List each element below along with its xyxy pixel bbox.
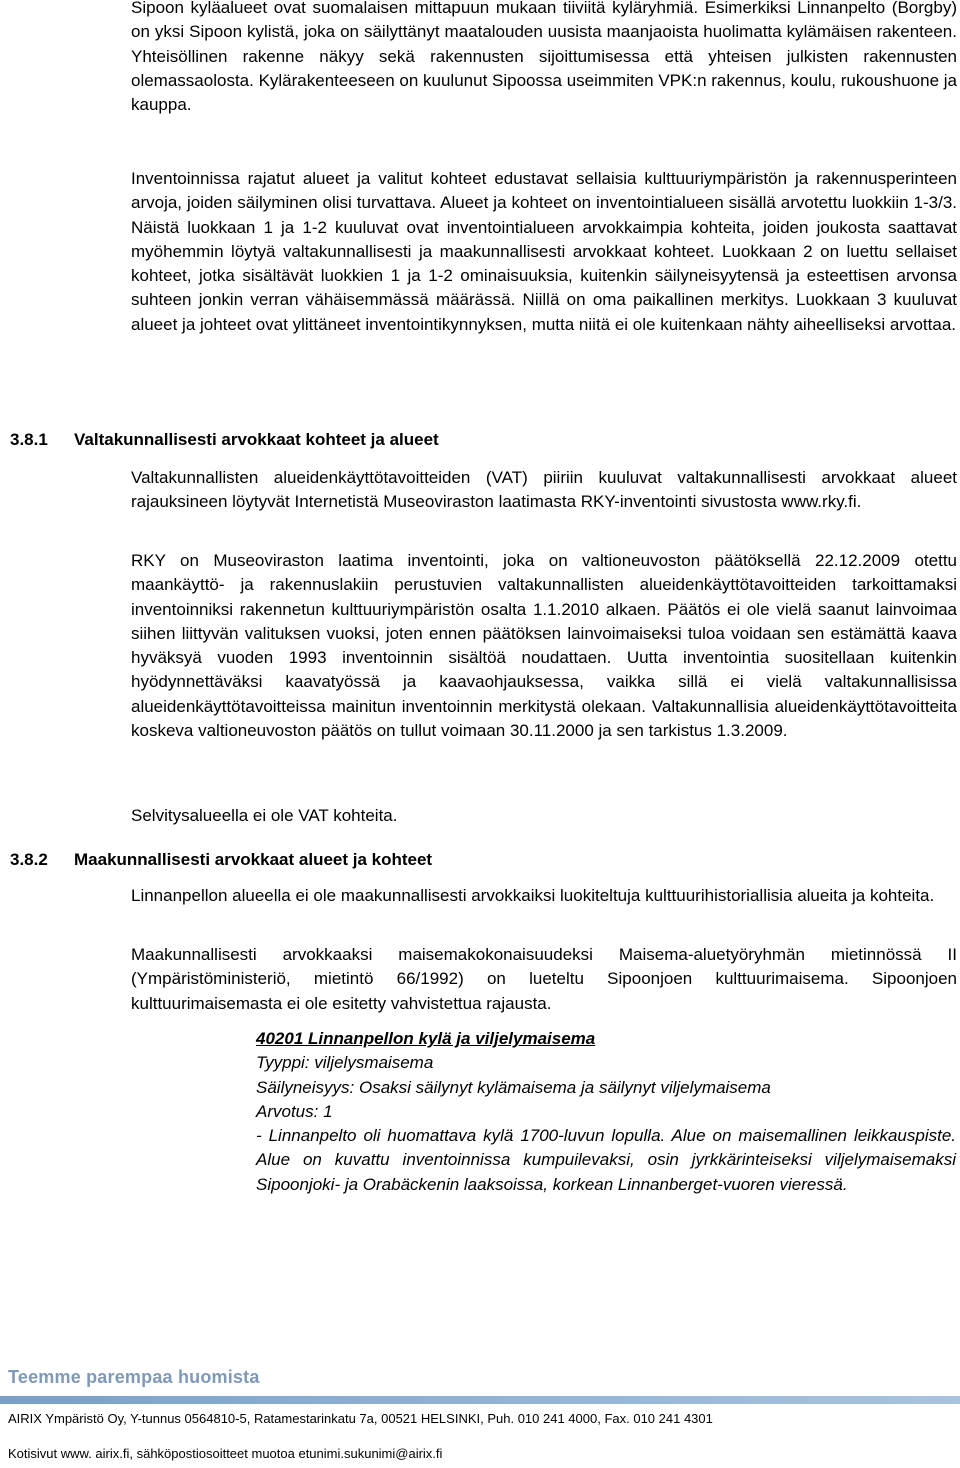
entry-description: - Linnanpelto oli huomattava kylä 1700-luvun lopulla. Alue on maisemallinen leikkauspiste. Alue on kuvattu inventoinnissa kumpuilevaksi, osin jyrkkärinteiseksi viljelymaisemaksi Sipoonjoki- ja Orabäckenin laaksoissa, korkean Linnanberget-vuoren vieressä.	[256, 1126, 956, 1194]
paragraph-rky-inventory: RKY on Museoviraston laatima inventointi, joka on valtioneuvoston päätöksellä 22.12.2009 otettu maankäyttö- ja rakennuslakiin perustuvien valtakunnallisten alueidenkäyttötavoitteiden tarkoittamaksi inventoinniksi rakennetun kulttuuriympäristön osalta 1.1.2010 alkaen. Päätös ei ole vielä saanut lainvoimaa siihen liittyvän valituksen vuoksi, joten ennen päätöksen lainvoimaiseksi tuloa voidaan sen estämättä kaava hyväksyä vuoden 1993 inventoinnin sisältöä noudattaen. Uutta inventointia suositellaan kuitenkin hyödynnettäväksi kaavatyössä ja kaavaohjauksessa, vaikka sillä ei vielä valtakunnallisissa alueidenkäyttötavoitteissa mainitun inventoinnin merkitystä olekaan. Valtakunnallisia alueidenkäyttötavoitteita koskeva valtioneuvoston päätös on tullut voimaan 30.11.2000 ja sen tarkistus 1.3.2009.	[131, 551, 957, 741]
entry-value: Arvotus: 1	[256, 1101, 333, 1121]
section-number: 3.8.1	[10, 430, 48, 449]
section-number: 3.8.2	[10, 850, 48, 869]
paragraph-vat-areas: Valtakunnallisten alueidenkäyttötavoitteiden (VAT) piiriin kuuluvat valtakunnallisesti arvokkaat alueet rajauksineen löytyvät Internetistä Museoviraston laatimasta RKY-inventointi sivustosta www.rky.fi.	[131, 468, 957, 512]
footer-divider	[0, 1396, 960, 1404]
landscape-entry	[256, 1027, 956, 1197]
paragraph-inventory-classes: Inventoinnissa rajatut alueet ja valitut kohteet edustavat sellaisia kulttuuriympäristön ja rakennusperinteen arvoja, joiden säilyminen olisi turvattava. Alueet ja kohteet on inventointialueen sisällä arvotettu luokkiin 1-3/3. Näistä luokkaan 1 ja 1-2 kuuluvat ovat inventointialueen arvokkaimpia kohteita, joiden joukosta saattavat myöhemmin löytyä valtakunnallisesti ja maakunnallisesti arvokkaat kohteet. Luokkaan 2 on luettu sellaiset kohteet, jotka sisältävät luokkien 1 ja 1-2 ominaisuuksia, kuitenkin säilyneisyytensä ja esteettisen arvonsa suhteen jonkin verran vähäisemmässä määrässä. Niillä on oma paikallinen merkitys. Luokkaan 3 kuuluvat alueet ja johteet ovat ylittäneet inventointikynnyksen, mutta niitä ei ole kuitenkaan nähty aiheelliseksi arvottaa.	[131, 169, 957, 334]
paragraph-village-structure: Sipoon kyläalueet ovat suomalaisen mittapuun mukaan tiiviitä kyläryhmiä. Esimerkiksi Linnanpelto (Borgby) on yksi Sipoon kylistä, joka on säilyttänyt maatalouden uusista maanjaoista huolimatta kylämäisen rakenteen. Yhteisöllinen rakenne näkyy sekä rakennusten sijoittumisessa että yhteisen julkisten rakennusten olemassaolosta. Kylärakenteeseen on kuulunut Sipoossa useimmiten VPK:n rakennus, koulu, rukoushuone ja kauppa.	[131, 0, 957, 115]
entry-preservation: Säilyneisyys: Osaksi säilynyt kylämaisema ja säilynyt viljelymaisema	[256, 1077, 771, 1097]
section-heading-3-8-1	[10, 430, 439, 450]
paragraph-landscape-report: Maakunnallisesti arvokkaaksi maisemakokonaisuudeksi Maisema-aluetyöryhmän mietinnössä II (Ympäristöministeriö, mietintö 66/1992) on lueteltu Sipoonjoen kulttuurimaisema. Sipoonjoen kulttuurimaisemasta ei ole esitetty vahvistettua rajausta.	[131, 945, 957, 1013]
section-title: Maakunnallisesti arvokkaat alueet ja kohteet	[74, 850, 433, 869]
section-title: Valtakunnallisesti arvokkaat kohteet ja alueet	[74, 430, 439, 449]
section-heading-3-8-2	[10, 850, 432, 870]
entry-type: Tyyppi: viljelysmaisema	[256, 1053, 434, 1073]
paragraph-no-regional-sites: Linnanpellon alueella ei ole maakunnallisesti arvokkaiksi luokiteltuja kulttuurihistoriallisia alueita ja kohteita.	[131, 886, 935, 905]
entry-title: 40201 Linnanpellon kylä ja viljelymaisema	[256, 1029, 596, 1048]
footer-slogan: Teemme parempaa huomista	[8, 1367, 260, 1387]
footer-web-info: Kotisivut www. airix.fi, sähköpostiosoitteet muotoa etunimi.sukunimi@airix.fi	[8, 1446, 443, 1461]
footer-company-info: AIRIX Ympäristö Oy, Y-tunnus 0564810-5, Ratamestarinkatu 7a, 00521 HELSINKI, Puh. 010 241 4000, Fax. 010 241 4301	[8, 1411, 713, 1426]
paragraph-no-vat: Selvitysalueella ei ole VAT kohteita.	[131, 806, 398, 825]
